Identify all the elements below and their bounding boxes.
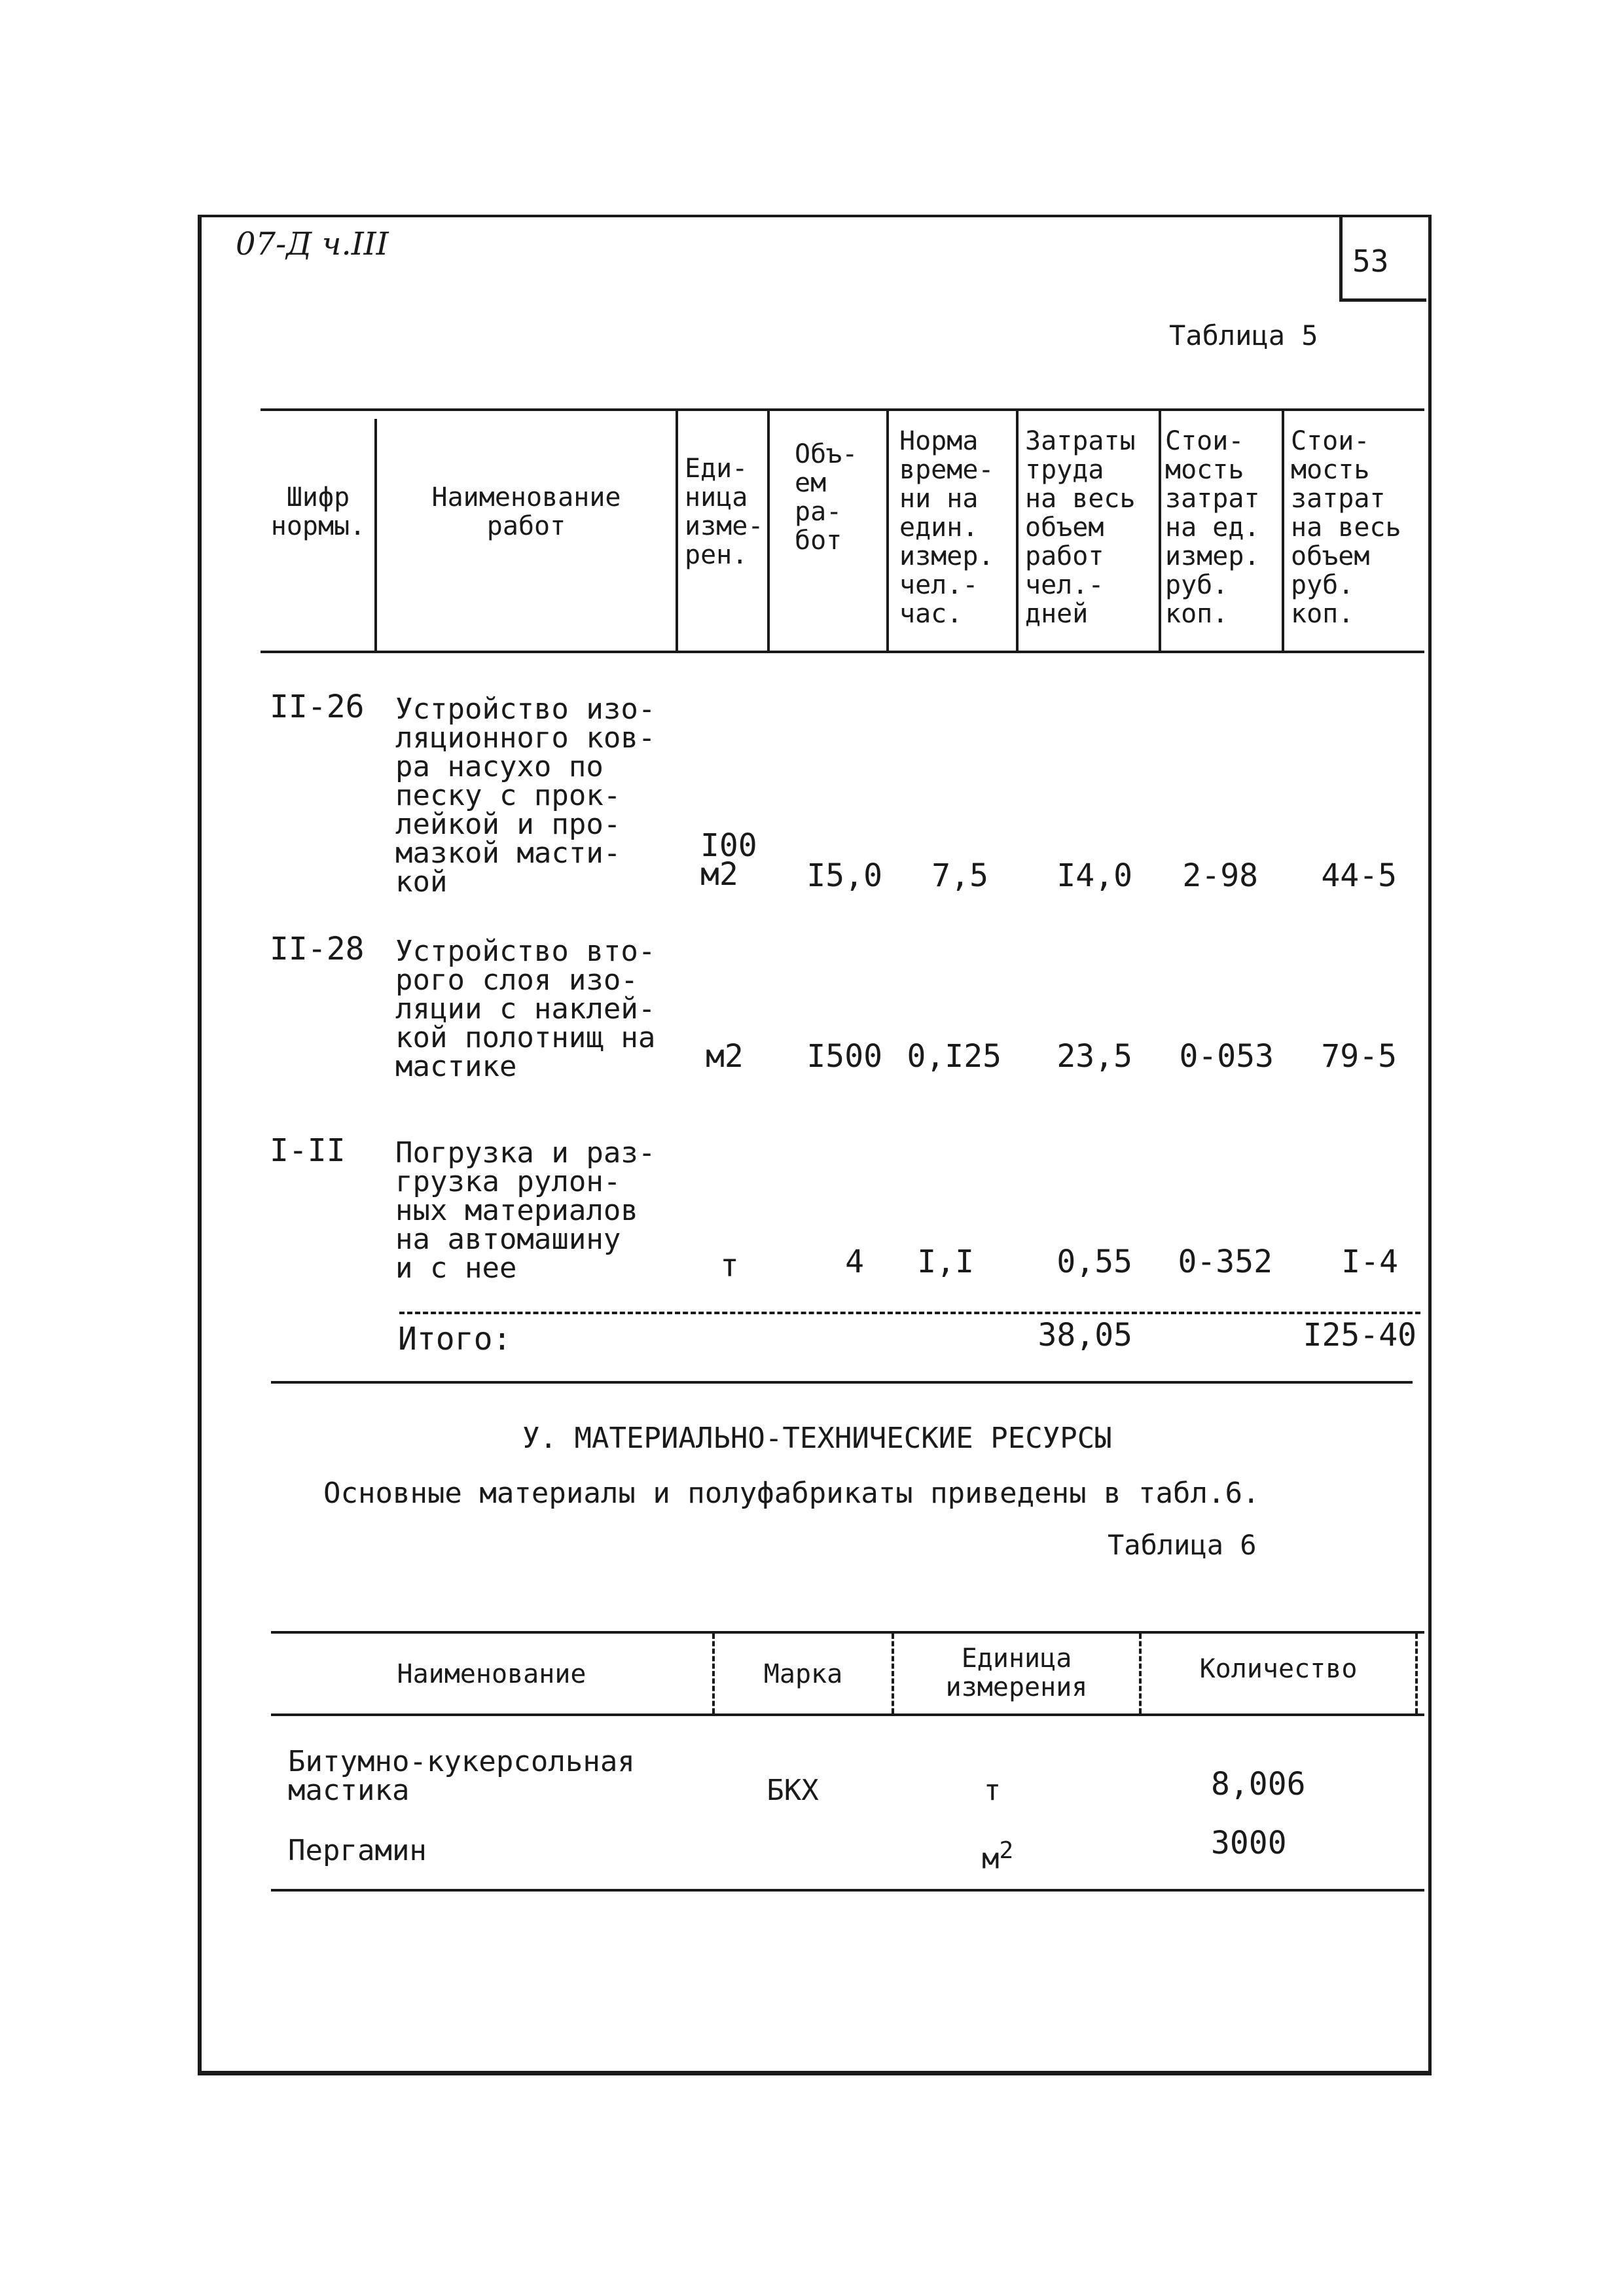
table6-header-qty: Количество xyxy=(1199,1654,1358,1684)
table5-row-unit-cost: 0-053 xyxy=(1179,1038,1274,1075)
table5-col-divider xyxy=(1016,408,1019,651)
table5-row-code: II-28 xyxy=(270,931,365,967)
table5-header-volume: Объ- ем ра- бот xyxy=(795,439,858,556)
table5-label: Таблица 5 xyxy=(1169,319,1318,351)
table5-row-volume: I5,0 xyxy=(806,857,882,894)
table5-header-rule xyxy=(261,651,1424,653)
unit-base: м xyxy=(982,1842,1000,1876)
table5-col-divider xyxy=(767,408,770,651)
table6-row-qty: 8,006 xyxy=(1211,1766,1306,1803)
table5-col-divider xyxy=(676,408,678,651)
table5-header-unit: Еди- ница изме- рен. xyxy=(685,454,764,570)
table5-header-name: Наименование работ xyxy=(431,482,621,541)
table6-row-unit: т xyxy=(983,1774,1001,1807)
total-dashed-rule xyxy=(399,1312,1420,1314)
table6-label: Таблица 6 xyxy=(1108,1529,1257,1561)
table5-header-norm: Норма време- ни на един. измер. чел.- час. xyxy=(899,426,994,629)
table5-row-unit: I00 м2 xyxy=(700,827,757,893)
table5-row-total-cost: 79-5 xyxy=(1321,1038,1397,1075)
table6-header-unit: Единица измерения xyxy=(945,1643,1088,1702)
table5-row-labor: I4,0 xyxy=(1056,857,1132,894)
section-title: У. МАТЕРИАЛЬНО-ТЕХНИЧЕСКИЕ РЕСУРСЫ xyxy=(522,1422,1112,1455)
table6-row-qty: 3000 xyxy=(1211,1825,1287,1861)
table5-row-norm: 0,I25 xyxy=(907,1038,1001,1075)
table6-row-unit xyxy=(982,1837,1013,1874)
table5-top-rule xyxy=(261,408,1424,411)
table5-header-code: Шифр нормы. xyxy=(270,482,366,541)
table5-row-total-cost: I-4 xyxy=(1341,1244,1398,1280)
section-text: Основные материалы и полуфабрикаты приведены в табл.6. xyxy=(323,1477,1260,1510)
table6-header-mark: Марка xyxy=(763,1659,843,1689)
table6-row-mark: БКХ xyxy=(767,1774,819,1807)
table6-bottom-rule xyxy=(271,1889,1424,1892)
table6-top-rule xyxy=(271,1631,1424,1634)
page-number: 53 xyxy=(1352,243,1389,279)
table5-col-divider xyxy=(886,408,889,651)
table5-row-unit-cost: 0-352 xyxy=(1178,1244,1272,1280)
table5-row-volume: 4 xyxy=(845,1244,864,1280)
table5-bottom-rule xyxy=(271,1381,1413,1384)
table6-col-divider xyxy=(1415,1634,1418,1713)
table6-header-rule xyxy=(271,1713,1424,1716)
table5-header-unit-cost: Стои- мость затрат на ед. измер. руб. коп. xyxy=(1165,426,1260,629)
table6-row-name: Пергамин xyxy=(288,1834,427,1867)
table5-col-divider xyxy=(1282,408,1284,651)
table5-row-name: Погрузка и раз- грузка рулон- ных материалов на автомашину и с нее xyxy=(395,1136,656,1285)
table6-header-name: Наименование xyxy=(397,1659,586,1689)
table5-row-norm: 7,5 xyxy=(931,857,988,894)
table5-row-unit: т xyxy=(720,1247,739,1284)
table5-row-name: Устройство изо- ляционного ков- ра насухо по песку с прок- лейкой и про- мазкой масти- кой xyxy=(395,692,656,899)
table5-col-divider xyxy=(1159,408,1161,651)
table5-row-volume: I500 xyxy=(806,1038,882,1075)
table5-row-norm: I,I xyxy=(917,1244,974,1280)
table5-header-total-cost: Стои- мость затрат на весь объем руб. коп. xyxy=(1291,426,1401,629)
table5-row-unit-cost: 2-98 xyxy=(1182,857,1258,894)
table5-col-divider xyxy=(374,419,377,651)
table5-row-unit: м2 xyxy=(706,1038,744,1075)
table5-row-code: II-26 xyxy=(270,689,365,725)
table5-row-code: I-II xyxy=(270,1132,346,1169)
table5-total-cost: I25-40 xyxy=(1303,1317,1416,1354)
table5-row-name: Устройство вто- рого слоя изо- ляции с наклей- кой полотнищ на мастике xyxy=(395,935,656,1083)
table6-row-name: Битумно-кукерсольная мастика xyxy=(288,1745,635,1807)
document-code: 07-Д ч.III xyxy=(236,226,389,262)
table5-row-labor: 0,55 xyxy=(1056,1244,1132,1280)
table5-total-labor: 38,05 xyxy=(1038,1317,1132,1354)
table5-total-label: Итого: xyxy=(398,1321,512,1357)
table5-row-total-cost: 44-5 xyxy=(1321,857,1397,894)
table5-row-labor: 23,5 xyxy=(1056,1038,1132,1075)
unit-superscript: 2 xyxy=(999,1837,1014,1864)
table5-header-labor: Затраты труда на весь объем работ чел.- дней xyxy=(1025,426,1136,629)
